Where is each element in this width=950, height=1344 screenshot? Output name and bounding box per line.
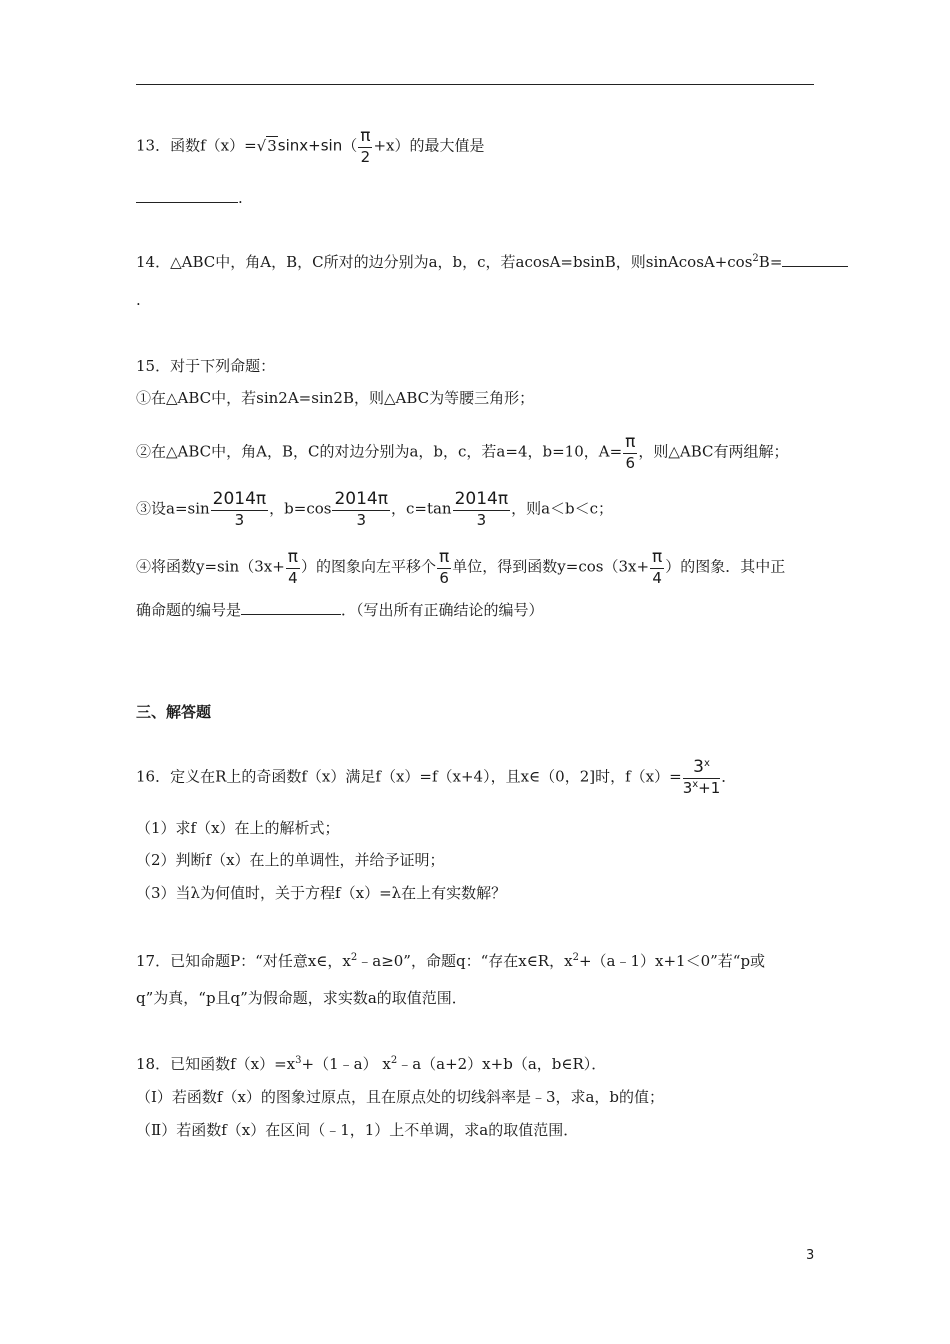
q16-frac-den — [683, 779, 721, 796]
q15-item4-e: 确命题的编号是 — [136, 601, 242, 619]
q15-item3-fraction-b — [332, 491, 390, 528]
sqrt-symbol: √ — [256, 136, 267, 155]
header-rule — [136, 84, 814, 85]
q15-item4-a: ④将函数y=sin（3x+ — [136, 557, 285, 576]
q16-part-3 — [136, 883, 506, 903]
q16-p3-text: （3）当λ为何值时，关于方程f（x）=λ在上有实数解？ — [136, 884, 507, 902]
q13-suffix: +x）的最大值是 — [373, 136, 485, 155]
frac-num: π — [287, 547, 299, 567]
question-17 — [136, 951, 765, 971]
q15-title: 15．对于下列命题： — [136, 357, 276, 375]
q16-text: 16．定义在R上的奇函数f（x）满足f（x）=f（x+4），且x∈（0，2]时，f（x）= — [136, 767, 682, 786]
q13-frac-den: 2 — [360, 148, 371, 166]
den-tail: +1 — [698, 779, 721, 797]
section-title: 三、解答题 — [136, 703, 212, 721]
frac-num: 2014π — [334, 489, 388, 509]
q14-text2: B= — [758, 253, 783, 271]
q15-item-4-cont — [136, 600, 544, 620]
q16-end: ． — [721, 767, 737, 786]
q14-sup: 2 — [752, 253, 759, 264]
q17-line1-a: 17．已知命题P：“对任意x∈，x — [136, 952, 351, 970]
q15-item4-fraction-3 — [650, 549, 664, 586]
sqrt-radicand: 3 — [267, 136, 277, 155]
q14-end: . — [136, 291, 141, 309]
q13-answer-line — [136, 188, 243, 208]
q15-item-4 — [136, 549, 785, 586]
q15-item-2 — [136, 434, 789, 471]
q18-p1-text: （Ⅰ）若函数f（x）的图象过原点，且在原点处的切线斜率是﹣3，求a，b的值； — [136, 1088, 665, 1106]
q15-item4-fraction-1 — [286, 549, 300, 586]
q18-part-1 — [136, 1087, 664, 1107]
num-sup: x — [703, 758, 710, 769]
frac-num: π — [625, 432, 636, 452]
answer-blank[interactable] — [241, 600, 341, 615]
q18-part-2 — [136, 1120, 578, 1140]
q15-item-1 — [136, 388, 534, 408]
q15-item2-fraction — [623, 434, 637, 471]
q18-line1-c: ﹣a（a+2）x+b（a，b∈R）． — [397, 1055, 607, 1073]
q13-mid: sinx+sin（ — [277, 136, 358, 155]
q18-sup1: 3 — [295, 1055, 302, 1066]
question-15-title — [136, 356, 275, 376]
frac-num: π — [652, 547, 663, 567]
q15-item3-c: ，c=tan — [390, 499, 452, 518]
q16-frac-num — [683, 759, 721, 779]
answer-blank[interactable] — [136, 188, 238, 203]
section-heading — [136, 702, 211, 722]
q17-line2-text: q”为真，“p且q”为假命题，求实数a的取值范围． — [136, 989, 467, 1007]
num-base: 3 — [693, 757, 704, 777]
q15-item3-b: ，b=cos — [269, 499, 332, 518]
frac-den: 6 — [439, 569, 449, 587]
q15-item3-a: ③设a=sin — [136, 499, 210, 518]
q18-line1-b: +（1﹣a） x — [301, 1055, 391, 1073]
q17-line1-c: +（a﹣1）x+1＜0”若“p或 — [578, 952, 766, 970]
question-18 — [136, 1054, 606, 1074]
q18-sup2: 2 — [390, 1055, 398, 1066]
q15-item3-d: ，则a＜b＜c； — [511, 499, 614, 518]
q14-text: 14．△ABC中，角A，B，C所对的边分别为a，b，c，若acosA=bsinB，则sinAcosA+cos — [136, 253, 753, 271]
q15-item4-c: 单位，得到函数y=cos（3x+ — [452, 557, 650, 576]
q17-sup1: 2 — [350, 952, 358, 963]
q15-item1-text: ①在△ABC中，若sin2A=sin2B，则△ABC为等腰三角形； — [136, 389, 535, 407]
q15-item3-fraction-c — [453, 491, 511, 528]
frac-den: 6 — [625, 454, 636, 472]
question-16 — [136, 759, 736, 796]
q18-line1-a: 18．已知函数f（x）=x — [136, 1055, 296, 1073]
den-base: 3 — [682, 779, 693, 797]
question-13 — [136, 128, 485, 165]
q16-p1-text: （1）求f（x）在上的解析式； — [136, 819, 340, 837]
q15-item4-fraction-2 — [437, 549, 451, 586]
den-sup: x — [692, 779, 699, 790]
q13-end: . — [238, 189, 243, 207]
q14-end-line — [136, 290, 141, 310]
sqrt-expression — [257, 136, 278, 156]
question-14 — [136, 252, 848, 272]
frac-den: 3 — [234, 511, 245, 529]
q17-line-2 — [136, 988, 467, 1008]
frac-num: 2014π — [454, 489, 509, 509]
q15-item-3 — [136, 491, 613, 528]
q15-item4-f: ．（写出所有正确结论的编号） — [341, 601, 544, 619]
frac-num: 2014π — [212, 489, 267, 509]
frac-den: 3 — [476, 511, 487, 529]
q17-sup2: 2 — [572, 952, 579, 963]
q15-item2-b: ，则△ABC有两组解； — [638, 442, 789, 461]
frac-den: 4 — [652, 569, 662, 587]
frac-den: 4 — [288, 569, 298, 587]
answer-blank[interactable] — [782, 252, 848, 267]
q16-part-2 — [136, 850, 445, 870]
frac-den: 3 — [356, 511, 366, 529]
q16-part-1 — [136, 818, 340, 838]
q16-p2-text: （2）判断f（x）在上的单调性，并给予证明； — [136, 851, 445, 869]
q15-item4-b: ）的图象向左平移个 — [301, 557, 437, 576]
q16-fraction — [683, 759, 721, 796]
q15-item3-fraction-a — [211, 491, 269, 528]
q13-fraction — [358, 128, 372, 165]
q13-frac-num: π — [360, 126, 371, 146]
frac-num: π — [439, 547, 450, 567]
page-number: 3 — [806, 1248, 815, 1263]
q13-prefix: 13．函数f（x）= — [136, 136, 257, 155]
q15-item4-d: ）的图象．其中正 — [665, 557, 786, 576]
q18-p2-text: （Ⅱ）若函数f（x）在区间（﹣1，1）上不单调，求a的取值范围． — [136, 1121, 579, 1139]
q17-line1-b: ﹣a≥0”，命题q：“存在x∈R，x — [357, 952, 573, 970]
q15-item2-a: ②在△ABC中，角A，B，C的对边分别为a，b，c，若a=4，b=10，A= — [136, 442, 623, 461]
